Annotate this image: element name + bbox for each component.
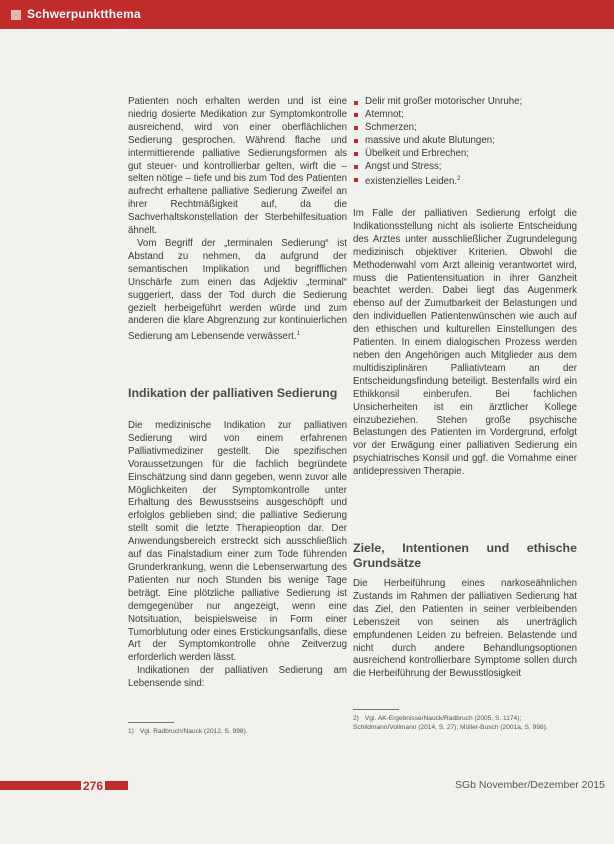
list-item: Schmerzen;	[353, 122, 577, 135]
heading-ziele: Ziele, Intentionen und ethische Grundsätze	[353, 541, 577, 570]
footnote-ref-2: 2	[457, 176, 461, 183]
left-paragraph-4: Indikationen der palliativen Sedierung am Lebensende sind:	[128, 665, 347, 690]
left-heading-block	[128, 386, 347, 401]
list-item: Delir mit großer motorischer Unruhe;	[353, 96, 577, 109]
list-item: massive und akute Blutungen;	[353, 135, 577, 148]
indication-list	[353, 96, 577, 190]
footnote-left: 1) Vgl. Radbruch/Nauck (2012, S. 998).	[128, 728, 248, 735]
right-bullet-block	[353, 96, 577, 190]
footer-accent-bar	[0, 781, 128, 790]
heading-indikation: Indikation der palliativen Sedierung	[128, 386, 338, 400]
left-paragraph-2: Vom Begriff der „terminalen Sedierung“ ist Abstand zu nehmen, da aufgrund der semantischen Implikation und begrifflichen Unschärfe zum einen das Adjektiv „terminal“ suggeriert, dass der Tod durch die Sedierung gezielt herbeigeführt werden würde und zum anderen die klare Abgrenzung zur kontinuierlichen Sedierung am Lebensende verwässert.$^1$	[128, 237, 347, 343]
footnote-divider-right	[353, 709, 399, 710]
right-paragraph-1: Im Falle der palliativen Sedierung erfolgt die Indikationsstellung nicht als isolierte Entscheidung des Arztes unter ausschließlicher Zugrundelegung medizinisch objektiver Kriterien. Obwohl die Methodenwahl vom Arzt alleinig verantwortet wird, muss die Patientensituation in ihrer Ganzheit beachtet werden. Dabei liegt das Augenmerk ebenso auf der Zumutbarkeit der Belastungen und den individuellen Patientenwünschen wie auch auf den ethischen und kulturellen Einstellungen des Patienten. In einem dialogischen Prozess werden neben den Angehörigen auch Mitglieder aus dem multidisziplinären Palliativteam an der Entscheidungsfindung beteiligt. Bestenfalls wird ein Ethikkonsil einberufen. Bei fachlichen Unsicherheiten ist ein ärztlicher Kollege einzubeziehen. Stehen große psychische Belastungen des Patienten im Vordergrund, erfolgt vor der Erwägung einer palliativen Sedierung ein psychiatrisches Konsil und ggf. die Vornahme einer antidepressiven Therapie.	[353, 208, 577, 478]
section-label: Schwerpunktthema	[27, 7, 141, 21]
right-heading-block	[353, 541, 577, 571]
right-column-bottom	[353, 578, 577, 681]
list-item: existenzielles Leiden.$^2$	[353, 173, 577, 189]
footnote-ref-1: 1	[296, 331, 300, 338]
left-column-bottom	[128, 420, 347, 691]
list-item: Übelkeit und Erbrechen;	[353, 148, 577, 161]
list-item: Angst und Stress;	[353, 161, 577, 174]
right-paragraph-2: Die Herbeiführung eines narkoseähnlichen Zustands im Rahmen der palliativen Sedierung hat das Ziel, den Patienten in seiner verbleibenden Lebenszeit von seinen als unerträglich empfundenen Leiden zu befreien. Belastende und nicht durch andere Behandlungsoptionen ausreichend kontrollierbare Symptome sollen durch die Herbeiführung der Bewusstlosigkeit	[353, 578, 577, 680]
section-header-bar	[0, 0, 614, 29]
footnote-divider-left	[128, 722, 174, 723]
left-paragraph-1: Patienten noch erhalten werden und ist eine niedrig dosierte Medikation zur Symptomkontrolle ausreichend, wird von einer oberflächlichen Sedierung gesprochen. Während flache und intermittierende palliative Sedierungsformen als gut steuer- und kontrollierbar gelten, wirft die – selten nötige – tiefe und bis zum Tod des Patienten aufrecht erhaltene palliative Sedierung Zweifel an ihrer Rechtmäßigkeit auf, da die Sachverhaltskonstellation der Sterbehilfesituation ähnelt.	[128, 96, 348, 237]
right-column-middle	[353, 208, 577, 479]
page-number: 276	[83, 779, 104, 793]
list-item: Atemnot;	[353, 109, 577, 122]
section-marker-icon	[11, 10, 21, 20]
journal-reference: SGb November/Dezember 2015	[455, 779, 605, 791]
left-column-top	[128, 96, 347, 344]
footnote-right: 2) Vgl. AK-Ergebnisse/Nauck/Radbruch (2005, S. 1174); Schildmann/Vollmann (2014, S. 27); Müller-Busch (2001a, S. 998).	[353, 715, 548, 731]
left-paragraph-3: Die medizinische Indikation zur palliativen Sedierung wird von einem erfahrenen Palliativmediziner gestellt. Die spezifischen Voraussetzungen für die fachlich begründete Einschätzung sind dann gegeben, wenn zuvor alle Möglichkeiten der Symptomkontrolle unter Erhaltung des Bewusstseins ausgeschöpft und erfolglos geblieben sind; die palliative Sedierung stellt somit die letzte Therapieoption dar. Der Anwendungsbereich erstreckt sich ausschließlich auf das Finalstadium einer zum Tode führenden Grunderkrankung, wenn die Lebenserwartung des Patienten nur noch Stunden bis wenige Tage beträgt. Eine plötzliche palliative Sedierung ist demgegenüber nur angezeigt, wenn eine Notsituation, beispielsweise in Form einer Tumorblutung oder eines Erstickungsanfalls, diese Art der Symptomkontrolle ohne Zeitverzug erforderlich werden lässt.	[128, 420, 347, 664]
